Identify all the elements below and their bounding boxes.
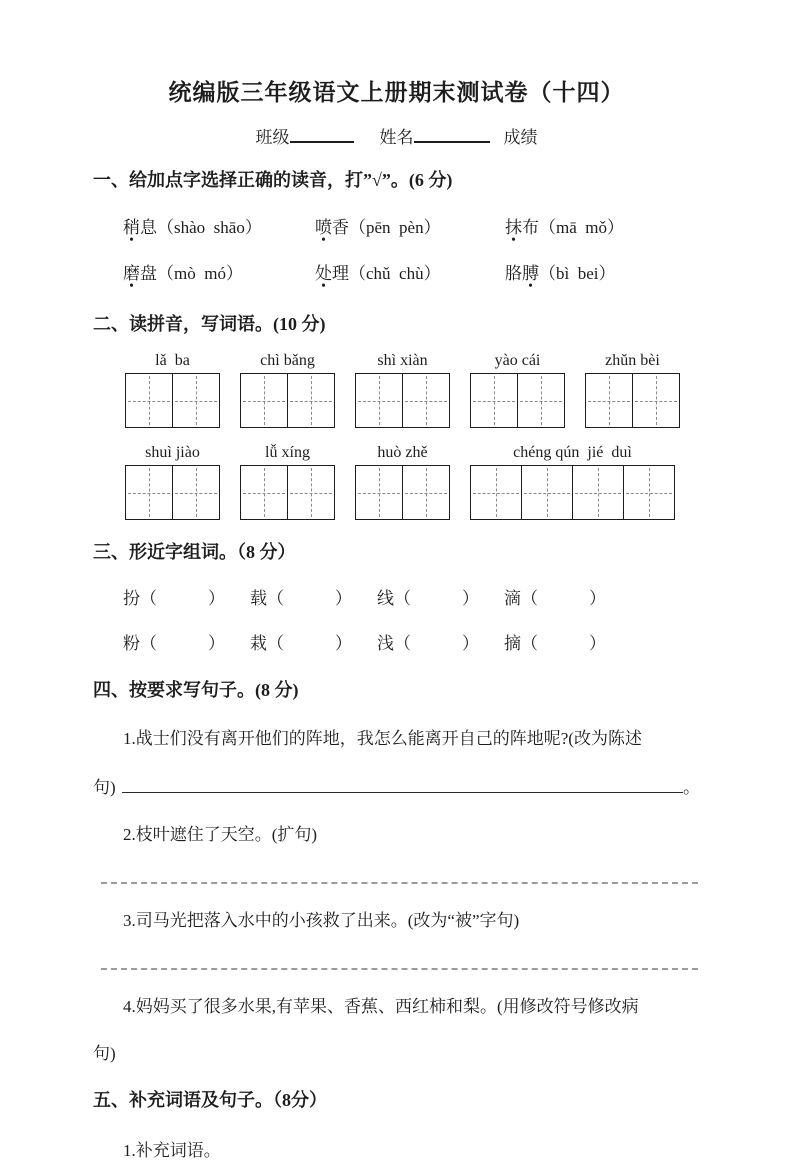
writing-cell [356, 374, 402, 427]
pinyin-label: chì bǎng [260, 352, 315, 369]
section1-heading: 一、给加点字选择正确的读音，打”√”。(6 分) [93, 170, 453, 190]
writing-cell [287, 466, 334, 519]
question-4-line2: 句) [93, 1044, 116, 1063]
tianzige-box [470, 465, 675, 520]
question-3: 3.司马光把落入水中的小孩救了出来。(改为“被”字句) [123, 911, 520, 930]
grid-group [125, 444, 220, 520]
grid-group [355, 352, 450, 428]
grid-group [240, 352, 335, 428]
pinyin-options: （pēn pèn） [349, 218, 441, 237]
grid-group [470, 444, 675, 520]
class-label: 班级 [255, 128, 290, 147]
page-title: 统编版三年级语文上册期末测试卷（十四） [168, 80, 625, 105]
tianzige-box [125, 373, 220, 428]
pinyin-choice-row-1 [93, 213, 700, 238]
char-with-blank: 栽（ ） [250, 634, 352, 653]
char: 息 [140, 218, 157, 237]
tianzige-box [240, 373, 335, 428]
pinyin-options: （chǔ chù） [349, 264, 441, 283]
pinyin-options: （mò mó） [157, 264, 243, 283]
question-2: 2.枝叶遮住了天空。(扩句) [123, 825, 318, 844]
section3-heading: 三、形近字组词。（8 分） [93, 542, 296, 562]
char-with-blank: 滴（ ） [504, 589, 606, 608]
char: 理 [332, 264, 349, 283]
char-with-blank: 摘（ ） [504, 634, 606, 653]
char-with-blank: 线（ ） [377, 589, 479, 608]
pinyin-label: huò zhě [377, 444, 428, 461]
word-item [315, 259, 505, 284]
tianzige-box [355, 373, 450, 428]
line-end-period: 。 [683, 778, 700, 797]
similar-char-row-2 [93, 629, 700, 654]
writing-cell [126, 374, 172, 427]
grid-group [125, 352, 220, 428]
pinyin-label: shuì jiào [145, 444, 200, 461]
writing-cell [623, 466, 674, 519]
writing-cell [402, 466, 449, 519]
section5-heading: 五、补充词语及句子。（8分） [93, 1090, 327, 1110]
writing-cell [126, 466, 172, 519]
tianzige-box [355, 465, 450, 520]
pinyin-options: （mā mǒ） [539, 218, 624, 237]
name-blank-line [414, 126, 490, 143]
tianzige-box [240, 465, 335, 520]
char-with-blank: 扮（ ） [123, 589, 225, 608]
char-with-blank: 粉（ ） [123, 634, 225, 653]
name-label: 姓名 [379, 128, 414, 147]
grid-group [355, 444, 450, 520]
pinyin-label: zhǔn bèi [605, 352, 660, 369]
char: 盘 [140, 264, 157, 283]
tianzige-box [470, 373, 565, 428]
char-with-blank: 浅（ ） [377, 634, 479, 653]
pinyin-label: shì xiàn [377, 352, 428, 369]
writing-grid-row-2 [125, 444, 700, 520]
pinyin-label: lǎ ba [155, 352, 190, 369]
question-4-line1: 4.妈妈买了很多水果,有苹果、香蕉、西红柿和梨。(用修改符号修改病 [123, 997, 639, 1016]
word-item [315, 213, 505, 238]
pinyin-label: lǚ xíng [265, 444, 310, 461]
tianzige-box [585, 373, 680, 428]
char: 胳 [505, 264, 522, 283]
dotted-char: 稍 [123, 218, 140, 237]
section2-heading: 二、读拼音，写词语。(10 分) [93, 314, 326, 334]
writing-cell [356, 466, 402, 519]
student-info-row [93, 123, 700, 148]
answer-underline [122, 776, 683, 793]
pinyin-choice-row-2 [93, 259, 700, 284]
grid-group [585, 352, 680, 428]
word-item [123, 259, 315, 284]
question-1-answer-line [93, 773, 700, 798]
word-item [505, 259, 616, 284]
score-label: 成绩 [503, 128, 538, 147]
writing-cell [632, 374, 679, 427]
writing-cell [517, 374, 564, 427]
writing-cell [172, 374, 219, 427]
writing-cell [402, 374, 449, 427]
pinyin-label: chéng qún jié duì [513, 444, 632, 461]
answer-dashed-line [101, 881, 698, 884]
dotted-char: 磨 [123, 264, 140, 283]
section5-sub1: 1.补充词语。 [123, 1141, 221, 1160]
similar-char-row-1 [93, 584, 700, 609]
answer-dashed-line [101, 967, 698, 970]
section4-heading: 四、按要求写句子。(8 分) [93, 680, 299, 700]
writing-cell [521, 466, 572, 519]
tianzige-box [125, 465, 220, 520]
pinyin-label: yào cái [494, 352, 541, 369]
char-with-blank: 载（ ） [250, 589, 352, 608]
dotted-char: 膊 [522, 264, 539, 283]
writing-cell [287, 374, 334, 427]
question-1-line1: 1.战士们没有离开他们的阵地，我怎么能离开自己的阵地呢?(改为陈述 [123, 729, 642, 748]
dotted-char: 处 [315, 264, 332, 283]
word-item [123, 213, 315, 238]
dotted-char: 抹 [505, 218, 522, 237]
writing-grid-row-1 [125, 352, 700, 428]
wrap-prefix: 句) [93, 778, 116, 797]
writing-cell [471, 374, 517, 427]
writing-cell [241, 466, 287, 519]
pinyin-options: （bì bei） [539, 264, 616, 283]
word-item [505, 213, 624, 238]
grid-group [240, 444, 335, 520]
writing-cell [172, 466, 219, 519]
writing-cell [586, 374, 632, 427]
grid-group [470, 352, 565, 428]
char: 布 [522, 218, 539, 237]
writing-cell [241, 374, 287, 427]
char: 香 [332, 218, 349, 237]
writing-cell [572, 466, 623, 519]
class-blank-line [290, 126, 354, 143]
dotted-char: 喷 [315, 218, 332, 237]
pinyin-options: （shào shāo） [157, 218, 262, 237]
writing-cell [471, 466, 521, 519]
